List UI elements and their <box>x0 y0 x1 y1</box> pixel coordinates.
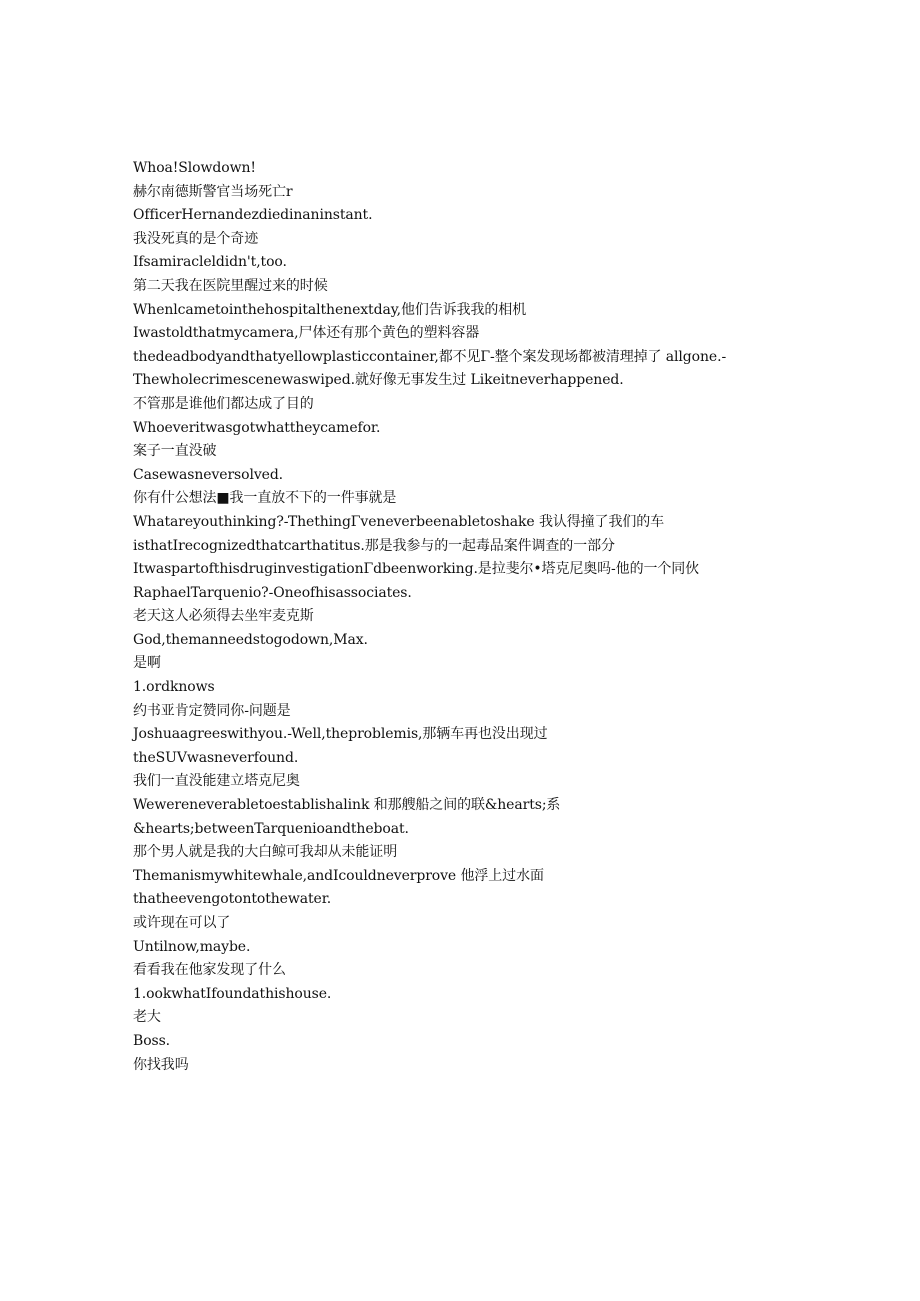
text-line: God,themanneedstogodown,Max. <box>133 631 368 648</box>
text-line: Whoeveritwasgotwhattheycamefor. <box>133 419 381 436</box>
text-line: Themanismywhitewhale,andIcouldneverprove 他浮上过水面 <box>133 867 544 884</box>
text-line: 或许现在可以了 <box>133 915 231 931</box>
text-line: 案子一直没破 <box>133 443 217 460</box>
text-line: 看看我在他家发现了什么 <box>133 962 286 979</box>
text-line: isthatIrecognizedthatcarthatitus.那是我参与的一起毒品案件调查的一部分 <box>133 537 615 554</box>
text-line: 第二天我在医院里醒过来的时候 <box>133 277 328 294</box>
text-line: Thewholecrimescenewaswiped.就好像无事发生过 Likeitneverhappened. <box>133 372 624 389</box>
text-line: Boss. <box>133 1032 171 1049</box>
text-line: ItwaspartofthisdruginvestigationΓdbeenworking.是拉斐尔•塔克尼奥吗-他的一个同伙 <box>133 561 700 578</box>
text-line: 1.ookwhatIfoundathishouse. <box>133 985 332 1002</box>
text-line: 赫尔南德斯警官当场死亡r <box>133 183 293 200</box>
text-line: thedeadbodyandthatyellowplasticcontainer,都不见Γ-整个案发现场都被清理掉了 allgone.- <box>133 348 727 365</box>
text-line: 是啊 <box>133 655 161 672</box>
text-line: Wewereneverabletoestablishalink 和那艘船之间的联&hearts;系 <box>133 797 561 814</box>
text-line: 约书亚肯定赞同你-问题是 <box>133 702 291 719</box>
text-line: 不管那是谁他们都达成了目的 <box>133 395 314 412</box>
text-line: Whenlcametointhehospitalthenextday,他们告诉我我的相机 <box>133 301 527 318</box>
text-line: 那个男人就是我的大白鲸可我却从未能证明 <box>133 844 398 861</box>
text-line: Casewasneversolved. <box>133 466 284 483</box>
text-line: Joshuaagreeswithyou.-Well,theproblemis,那辆车再也没出现过 <box>133 726 548 743</box>
text-line: theSUVwasneverfound. <box>133 749 299 766</box>
text-line: 老天这人必须得去坐牢麦克斯 <box>133 608 314 625</box>
text-line: 1.ordknows <box>133 679 215 696</box>
text-line: Ifsamiracleldidn't,too. <box>133 254 287 271</box>
text-line: thatheevengotontothewater. <box>133 891 332 908</box>
text-line: 老大 <box>133 1009 161 1026</box>
text-line: Whatareyouthinking?-ThethingΓveneverbeenabletoshake 我认得撞了我们的车 <box>133 513 665 530</box>
text-line: 我们一直没能建立塔克尼奥 <box>133 773 300 790</box>
document-body <box>133 157 773 1077</box>
text-line: Untilnow,maybe. <box>133 938 251 955</box>
text-line: 你找我吗 <box>133 1056 189 1073</box>
text-line: 你有什公想法■我一直放不下的一件事就是 <box>133 490 397 507</box>
text-line: Whoa!Slowdown! <box>133 160 256 176</box>
text-line: RaphaelTarquenio?-Oneofhisassociates. <box>133 584 412 601</box>
text-line: &hearts;betweenTarquenioandtheboat. <box>133 820 409 837</box>
text-line: OfficerHernandezdiedinaninstant. <box>133 207 373 224</box>
text-line: Iwastoldthatmycamera,尸体还有那个黄色的塑料容器 <box>133 325 480 342</box>
text-line: 我没死真的是个奇迹 <box>133 230 259 247</box>
